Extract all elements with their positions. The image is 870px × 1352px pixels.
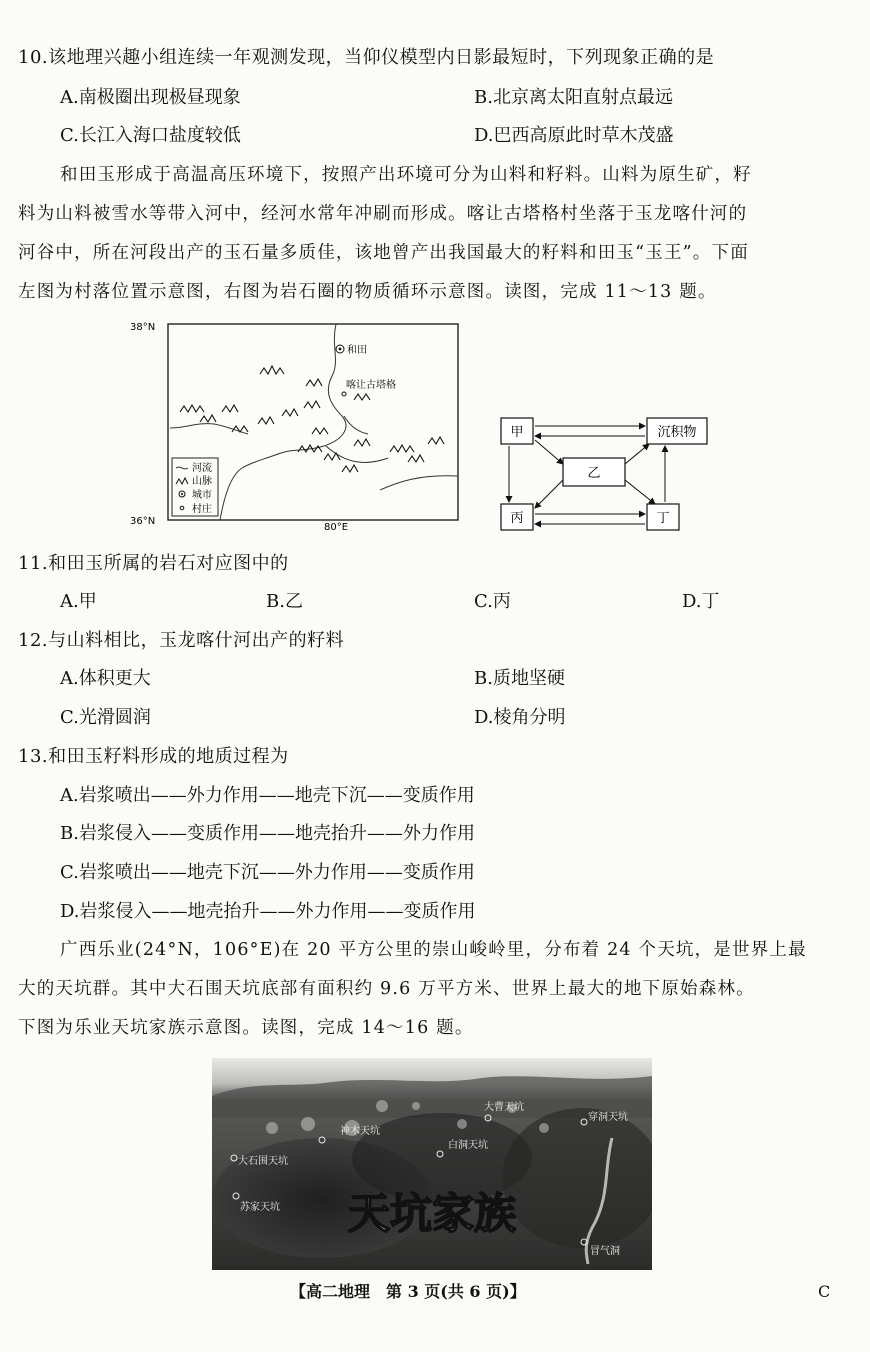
lat-bottom-label: 36°N: [130, 516, 156, 527]
tiankeng-family-photo: [212, 1058, 652, 1270]
label-bing: 丙: [510, 511, 524, 526]
q10-option-c: C.长江入海口盐度较低: [60, 125, 241, 146]
q11-option-d: D.丁: [682, 591, 720, 612]
label-yi: 乙: [587, 466, 601, 481]
legend-city: 城市: [192, 490, 212, 501]
photo-label-chuandong: 穿洞天坑: [588, 1112, 628, 1123]
q10-option-b: B.北京离太阳直射点最远: [474, 87, 673, 108]
city-hetian-label: 和田: [347, 345, 367, 356]
lat-top-label: 38°N: [130, 322, 156, 333]
q12-option-c: C.光滑圆润: [60, 707, 151, 728]
lon-label: 80°E: [324, 522, 349, 532]
question-12-stem: 12.与山料相比，玉龙喀什河出产的籽料: [18, 630, 345, 651]
q12-option-d: D.棱角分明: [474, 707, 566, 728]
passage-2-line-1: 广西乐业(24°N，106°E)在 20 平方公里的崇山峻岭里，分布着 24 个天坑，是世界上最: [60, 940, 807, 960]
photo-label-shenmu: 神木天坑: [340, 1126, 380, 1137]
q10-option-a: A.南极圈出现极昼现象: [60, 87, 241, 108]
q13-option-a: A.岩浆喷出——外力作用——地壳下沉——变质作用: [60, 785, 475, 806]
question-10-stem: 10.该地理兴趣小组连续一年观测发现，当仰仪模型内日影最短时，下列现象正确的是: [18, 47, 715, 68]
photo-label-dashiwei: 大石围天坑: [238, 1156, 288, 1167]
question-13-stem: 13.和田玉籽料形成的地质过程为: [18, 746, 289, 767]
q12-option-b: B.质地坚硬: [474, 668, 565, 689]
passage-1-line-3: 河谷中，所在河段出产的玉石量多质佳，该地曾产出我国最大的籽料和田玉“玉王”。下面: [18, 243, 749, 263]
q13-option-c: C.岩浆喷出——地壳下沉——外力作用——变质作用: [60, 862, 475, 883]
village-location-map: [128, 316, 473, 532]
paper-version: C: [818, 1282, 831, 1301]
photo-label-sujia: 苏家天坑: [240, 1202, 280, 1213]
passage-2-line-3: 下图为乐业天坑家族示意图。读图，完成 14～16 题。: [18, 1018, 474, 1038]
village-label: 喀让古塔格: [346, 380, 396, 391]
q13-option-d: D.岩浆侵入——地壳抬升——外力作用——变质作用: [60, 901, 476, 922]
passage-1-line-2: 料为山料被雪水等带入河中，经河水常年冲刷而形成。喀让古塔格村坐落于玉龙喀什河的: [18, 204, 748, 224]
q10-option-d: D.巴西高原此时草木茂盛: [474, 125, 674, 146]
q12-option-a: A.体积更大: [60, 668, 151, 689]
legend-village: 村庄: [192, 504, 212, 515]
q13-option-b: B.岩浆侵入——变质作用——地壳抬升——外力作用: [60, 823, 475, 844]
label-sediment: 沉积物: [657, 425, 697, 440]
photo-label-dacao: 大曹天坑: [484, 1102, 524, 1113]
rock-cycle-diagram: [495, 410, 715, 534]
q11-option-c: C.丙: [474, 591, 511, 612]
legend-river: 河流: [192, 463, 212, 474]
label-ding: 丁: [656, 511, 670, 526]
legend-mountain: 山脉: [192, 476, 212, 487]
page-footer: 【高二地理 第 3 页(共 6 页)】: [290, 1282, 526, 1301]
photo-title: 天坑家族: [347, 1189, 517, 1238]
q11-option-b: B.乙: [266, 591, 303, 612]
question-11-stem: 11.和田玉所属的岩石对应图中的: [18, 553, 289, 574]
passage-1-line-1: 和田玉形成于高温高压环境下，按照产出环境可分为山料和籽料。山料为原生矿，籽: [60, 165, 752, 185]
q11-option-a: A.甲: [60, 591, 97, 612]
photo-label-baidong: 白洞天坑: [448, 1140, 488, 1151]
passage-1-line-4: 左图为村落位置示意图，右图为岩石圈的物质循环示意图。读图，完成 11～13 题。: [18, 282, 717, 302]
label-jia: 甲: [510, 425, 524, 440]
passage-2-line-2: 大的天坑群。其中大石围天坑底部有面积约 9.6 万平方米、世界上最大的地下原始森林。: [18, 979, 755, 999]
photo-label-maoqi: 冒气洞: [590, 1246, 620, 1257]
